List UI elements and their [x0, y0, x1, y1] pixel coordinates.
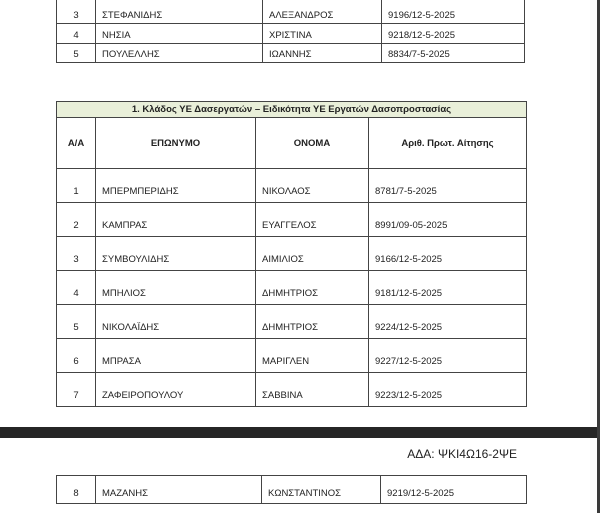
- continued-table: [56, 475, 527, 504]
- cell-aa: 1: [57, 169, 96, 203]
- cell-protocol: 8834/7-5-2025: [382, 43, 525, 63]
- cell-name: ΝΙΚΟΛΑΟΣ: [256, 169, 369, 203]
- header-protocol: Αριθ. Πρωτ. Αίτησης: [369, 118, 527, 169]
- cell-aa: 8: [57, 476, 96, 504]
- cell-aa: 6: [57, 339, 96, 373]
- cell-aa: 3: [57, 0, 96, 24]
- cell-name: ΣΑΒΒΙΝΑ: [256, 373, 369, 407]
- table-row: [57, 0, 525, 24]
- table-row: [57, 203, 527, 237]
- cell-name: ΑΛΕΞΑΝΔΡΟΣ: [263, 0, 382, 24]
- table-title: 1. Κλάδος ΥΕ Δασεργατών – Ειδικότητα ΥΕ Εργατών Δασοπροστασίας: [57, 102, 527, 118]
- cell-protocol: 9196/12-5-2025: [382, 0, 525, 24]
- header-name: ΟΝΟΜΑ: [256, 118, 369, 169]
- cell-protocol: 9218/12-5-2025: [382, 24, 525, 44]
- table-row: [57, 271, 527, 305]
- page-separator: [0, 427, 600, 438]
- cell-aa: 5: [57, 305, 96, 339]
- cell-surname: ΠΟΥΛΕΛΛΗΣ: [96, 43, 263, 63]
- cell-protocol: 9223/12-5-2025: [369, 373, 527, 407]
- cell-name: ΔΗΜΗΤΡΙΟΣ: [256, 305, 369, 339]
- cell-surname: ΜΠΕΡΜΠΕΡΙΔΗΣ: [96, 169, 256, 203]
- document-page-2: [0, 438, 597, 513]
- cell-name: ΔΗΜΗΤΡΙΟΣ: [256, 271, 369, 305]
- header-aa: Α/Α: [57, 118, 96, 169]
- cell-surname: ΜΑΖΑΝΗΣ: [96, 476, 262, 504]
- cell-surname: ΝΗΣΙΑ: [96, 24, 263, 44]
- cell-name: ΚΩΝΣΤΑΝΤΙΝΟΣ: [262, 476, 381, 504]
- table-row: [57, 237, 527, 271]
- cell-name: ΕΥΑΓΓΕΛΟΣ: [256, 203, 369, 237]
- table-row: [57, 305, 527, 339]
- table-row: [57, 43, 525, 63]
- cell-surname: ΜΠΡΑΣΑ: [96, 339, 256, 373]
- cell-protocol: 9227/12-5-2025: [369, 339, 527, 373]
- cell-aa: 4: [57, 271, 96, 305]
- cell-name: ΑΙΜΙΛΙΟΣ: [256, 237, 369, 271]
- cell-aa: 4: [57, 24, 96, 44]
- header-surname: ΕΠΩΝΥΜΟ: [96, 118, 256, 169]
- cell-name: ΧΡΙΣΤΙΝΑ: [263, 24, 382, 44]
- cell-aa: 2: [57, 203, 96, 237]
- cell-protocol: 9224/12-5-2025: [369, 305, 527, 339]
- table-title-row: [57, 102, 527, 118]
- cell-aa: 3: [57, 237, 96, 271]
- cell-surname: ΣΤΕΦΑΝΙΔΗΣ: [96, 0, 263, 24]
- table-row: [57, 24, 525, 44]
- table-header-row: [57, 118, 527, 169]
- cell-surname: ΖΑΦΕΙΡΟΠΟΥΛΟΥ: [96, 373, 256, 407]
- table-row: [57, 169, 527, 203]
- cell-protocol: 9219/12-5-2025: [381, 476, 527, 504]
- previous-table: [56, 0, 525, 63]
- cell-protocol: 9181/12-5-2025: [369, 271, 527, 305]
- table-row: [57, 339, 527, 373]
- cell-surname: ΝΙΚΟΛΑΪΔΗΣ: [96, 305, 256, 339]
- cell-aa: 7: [57, 373, 96, 407]
- cell-surname: ΚΑΜΠΡΑΣ: [96, 203, 256, 237]
- cell-aa: 5: [57, 43, 96, 63]
- table-row: [57, 476, 527, 504]
- table-row: [57, 373, 527, 407]
- cell-protocol: 9166/12-5-2025: [369, 237, 527, 271]
- cell-surname: ΣΥΜΒΟΥΛΙΔΗΣ: [96, 237, 256, 271]
- cell-surname: ΜΠΗΛΙΟΣ: [96, 271, 256, 305]
- main-table: [56, 101, 527, 407]
- ada-code: ΑΔΑ: ΨΚΙ4Ω16-2ΨΕ: [407, 447, 517, 461]
- cell-protocol: 8991/09-05-2025: [369, 203, 527, 237]
- cell-protocol: 8781/7-5-2025: [369, 169, 527, 203]
- cell-name: ΜΑΡΙΓΛΕΝ: [256, 339, 369, 373]
- cell-name: ΙΩΑΝΝΗΣ: [263, 43, 382, 63]
